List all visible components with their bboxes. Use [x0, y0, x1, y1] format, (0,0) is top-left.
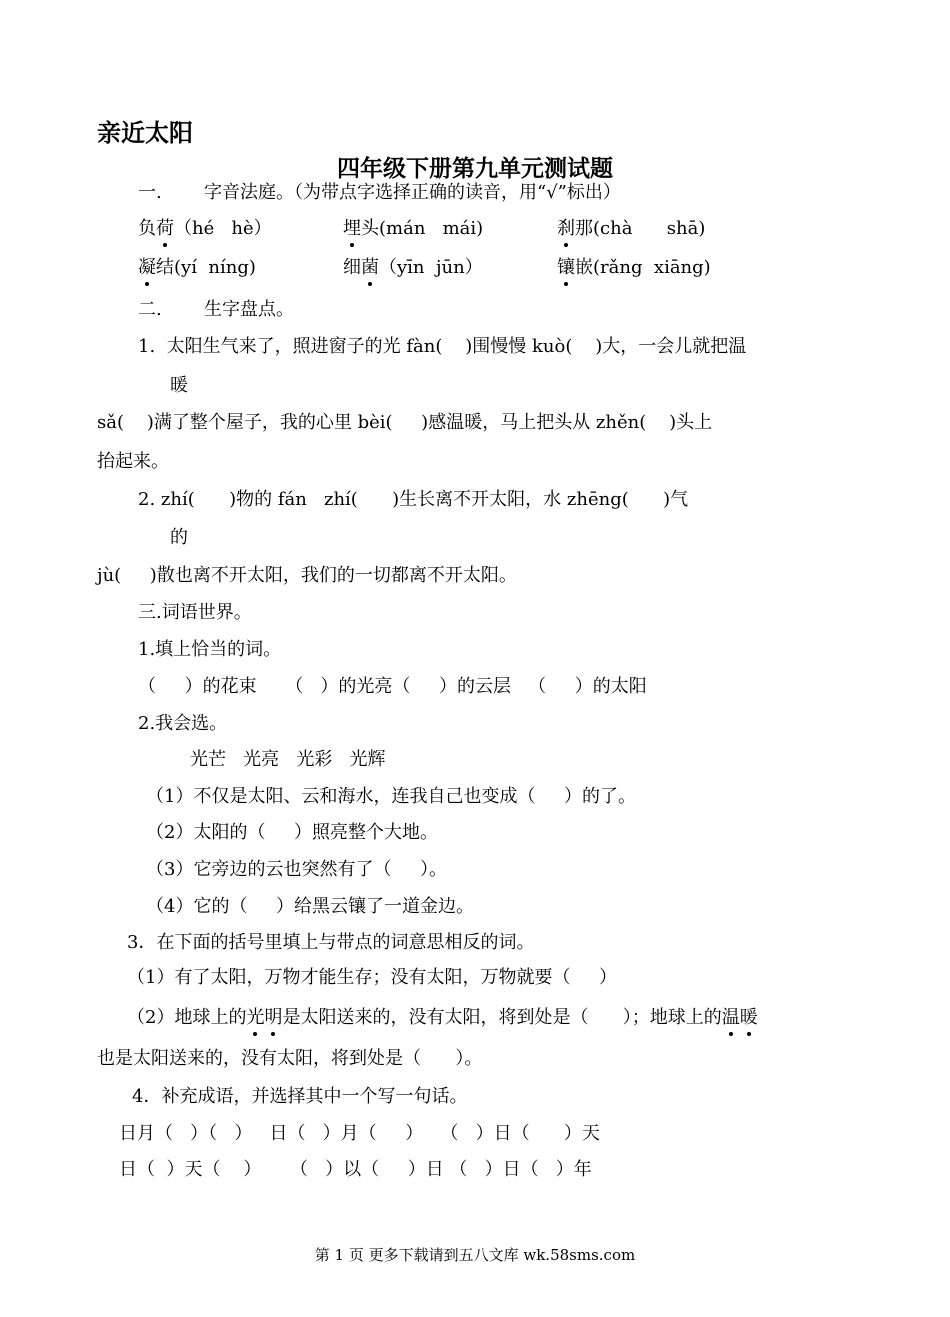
document-heading: 四年级下册第九单元测试题 — [337, 156, 613, 182]
question-line: 抬起来。 — [97, 451, 169, 472]
question-line: （2）地球上的光明是太阳送来的，没有太阳，将到处是（ ）；地球上的温暖 — [127, 1007, 758, 1028]
page-footer: 第 1 页 更多下载请到五八文库 wk.58sms.com — [314, 1246, 636, 1264]
idiom-line: 日月（ ）（ ） 日（ ）月（ ） （ ）日（ ）天 — [119, 1123, 600, 1144]
section-1-label: 一. — [138, 182, 162, 203]
pinyin-item: 负荷（hé hè） — [138, 218, 272, 239]
pinyin-item: 凝结(yí níng) — [138, 257, 256, 278]
section-1-instruction: 字音法庭。（为带点字选择正确的读音，用“√”标出） — [204, 182, 621, 203]
question-line: jù( )散也离不开太阳，我们的一切都离不开太阳。 — [97, 565, 517, 586]
question-line: （ ）的花束 （ ）的光亮（ ）的云层 （ ）的太阳 — [138, 676, 647, 697]
choice-item: （1）不仅是太阳、云和海水，连我自己也变成（ ）的了。 — [146, 786, 637, 807]
idiom-line: 日（ ）天（ ） （ ）以（ ）日 （ ）日（ ）年 — [119, 1159, 592, 1180]
pinyin-item: 镶嵌(rǎng xiāng) — [557, 257, 711, 278]
pinyin-item: 刹那(chà shā) — [557, 218, 706, 239]
section-3-label: 三.词语世界。 — [138, 602, 252, 623]
pinyin-item: 细菌（yīn jūn） — [343, 257, 483, 278]
word-choices: 光芒 光亮 光彩 光辉 — [190, 749, 386, 770]
choice-item: （2）太阳的（ ）照亮整个大地。 — [146, 822, 439, 843]
question-line: 3．在下面的括号里填上与带点的词意思相反的词。 — [127, 932, 535, 953]
question-line: 2.我会选。 — [138, 713, 228, 734]
question-line: （1）有了太阳，万物才能生存；没有太阳，万物就要（ ） — [127, 967, 618, 988]
choice-item: （3）它旁边的云也突然有了（ ）。 — [146, 859, 448, 880]
question-line: sǎ( )满了整个屋子，我的心里 bèi( )感温暖，马上把头从 zhěn( )头上 — [97, 412, 713, 433]
question-line: 1. 太阳生气来了，照进窗子的光 fàn( )围慢慢 kuò( )大，一会儿就把温 — [138, 336, 747, 357]
question-line: 的 — [170, 527, 188, 548]
question-line: 2. zhí( )物的 fán zhí( )生长离不开太阳，水 zhēng( )气 — [138, 489, 689, 510]
question-line: 4．补充成语，并选择其中一个写一句话。 — [132, 1086, 468, 1107]
question-line: 也是太阳送来的，没有太阳，将到处是（ ）。 — [97, 1048, 483, 1069]
pinyin-item: 埋头(mán mái) — [343, 218, 484, 239]
choice-item: （4）它的（ ）给黑云镶了一道金边。 — [146, 896, 475, 917]
question-line: 1.填上恰当的词。 — [138, 639, 282, 660]
question-line: 暖 — [170, 375, 188, 396]
document-title: 亲近太阳 — [97, 119, 193, 147]
section-2-instruction: 生字盘点。 — [204, 299, 294, 320]
section-2-label: 二. — [138, 299, 162, 320]
